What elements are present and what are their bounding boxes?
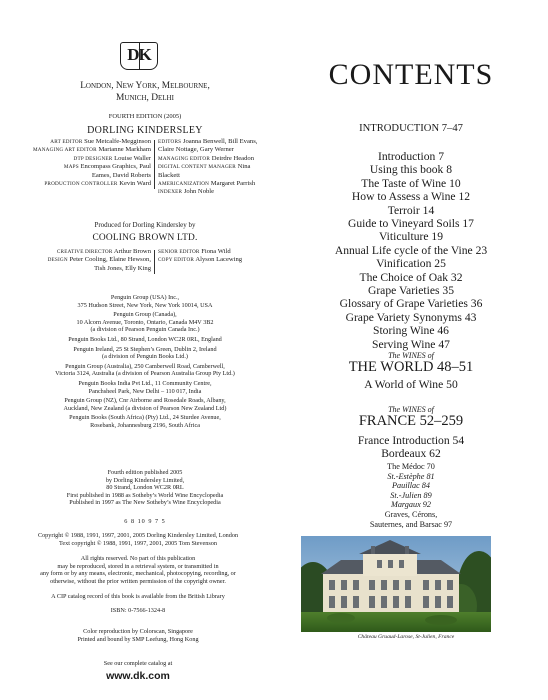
credits-divider-2 (154, 250, 155, 274)
photo-caption: Château Gruaud-Larose, St-Julien, France (357, 634, 455, 640)
intro-heading: INTRODUCTION 7–47 (359, 123, 463, 134)
world-heading: THE WORLD 48–51 (348, 359, 474, 375)
producer-name: COOLING BROWN LTD. (92, 233, 198, 243)
bordeaux-sublist (274, 462, 548, 529)
world-kicker: The WINES of (388, 351, 434, 360)
toc-item[interactable]: Serving Wine 47 (372, 337, 450, 351)
page-title: CONTENTS (328, 58, 494, 91)
edition: FOURTH EDITION (2005) (108, 113, 182, 120)
toc-item[interactable]: Grape Variety Synonyms 43 (345, 310, 477, 324)
website-link[interactable]: www.dk.com (106, 670, 170, 682)
toc-item[interactable]: Guide to Vineyard Soils 17 (348, 217, 474, 231)
cip-notice: A CIP catalog record of this book is available from the British Library (51, 593, 225, 600)
intro-list (274, 150, 548, 351)
france-list (274, 434, 548, 461)
france-kicker: The WINES of (388, 405, 434, 414)
toc-item[interactable]: Introduction 7 (377, 150, 444, 163)
toc-item[interactable]: A World of Wine 50 (364, 378, 458, 391)
print-run: 6 8 10 9 7 5 (124, 518, 166, 525)
toc-item[interactable]: Annual Life cycle of the Vine 23 (334, 243, 488, 257)
toc-subitem[interactable]: Sauternes, and Barsac 97 (369, 519, 453, 529)
publishing-history: Fourth edition published 2005 by Dorling Kindersley Limited, 80 Strand, London WC2R 0RL First published in 1988 as Sotheby’s World Wine Encyclopedia Published in 1997 as The New Sotheby’s Wine Encyclopedia (66, 469, 224, 507)
toc-subitem[interactable]: Pauillac 84 (392, 481, 430, 491)
toc-item[interactable]: France Introduction 54 (357, 434, 465, 447)
toc-subitem[interactable]: Margaux 92 (391, 500, 431, 510)
toc-item[interactable]: Vinification 25 (376, 257, 446, 271)
toc-item[interactable]: Storing Wine 46 (373, 324, 449, 338)
toc-item[interactable]: Using this book 8 (369, 163, 453, 177)
cb-credits-right: SENIOR EDITOR Fiona Wild COPY EDITOR Alyson Lacewing (158, 248, 243, 264)
isbn: ISBN: 0-7566-1324-8 (110, 607, 166, 614)
toc-item[interactable]: The Taste of Wine 10 (361, 176, 461, 190)
catalog-note: See our complete catalog at (103, 660, 173, 667)
cb-credits-left: CREATIVE DIRECTOR Arthur Brown DESIGN Peter Cooling, Elaine Hewson, Tish Jones, Elly King (47, 248, 151, 272)
addresses: Penguin Group (USA) Inc., 375 Hudson Street, New York, New York 10014, USA Penguin Group (Canada), 10 Alcorn Avenue, Toronto, Ontario, Canada M4V 3B2 (a division of Pearson Penguin Canada Inc.) Penguin Books Ltd., 80 Strand, London WC2R 0RL, England Penguin Ireland, 25 St Stephen’s Green, Dublin 2, Ireland (a division of Penguin Books Ltd.) Penguin Group (Australia), 250 Camberwell Road, Camberwell, Victoria 3124, Australia (a division of Pearson Australia Group Pty Ltd.) Penguin Books India Pvt Ltd., 11 Community Centre, Panchsheel Park, New Delhi – 110 017, India Penguin Group (NZ), Cnr Airborne and Rosedale Roads, Albany, Auckland, New Zealand (a division of Pearson New Zealand Ltd) Penguin Books (South Africa) (Pty) Ltd., 24 Sturdee Avenue, Rosebank, Johannesburg 2196, South Africa (55, 294, 235, 429)
dk-credits-left: ART EDITOR Sue Metcalfe-Megginson MANAGING ART EDITOR Marianne Markham DTP DESIGNER Louise Waller MAPS Encompass Graphics, Paul Eames, David Roberts PRODUCTION CONTROLLER Kevin Ward (32, 138, 151, 188)
publisher-name: DORLING KINDERSLEY (87, 125, 203, 136)
toc-item[interactable]: Glossary of Grape Varieties 36 (339, 297, 483, 311)
produced-for: Produced for Dorling Kindersley by (94, 221, 196, 229)
dk-logo: DK (120, 42, 158, 70)
printing-info: Color reproduction by Colorscan, Singapore Printed and bound by SMP Leefung, Hong Kong (77, 628, 199, 643)
copyright-notice: Copyright © 1988, 1991, 1997, 2001, 2005 Dorling Kindersley Limited, London Text copyright © 1988, 1991, 1997, 2001, 2005 Tom Stevenson (37, 532, 239, 547)
toc-subitem[interactable]: The Médoc 70 (387, 462, 435, 471)
toc-item[interactable]: The Choice of Oak 32 (359, 270, 463, 284)
toc-item[interactable]: Bordeaux 62 (381, 447, 441, 461)
toc-subitem[interactable]: Graves, Cérons, (384, 509, 438, 519)
toc-subitem[interactable]: St.-Estèphe 81 (387, 471, 435, 481)
dk-credits-right: EDITORS Joanna Benwell, Bill Evans, Claire Nottage, Gary Werner MANAGING EDITOR Deirdre Headon DIGITAL CONTENT MANAGER Nina Blackett AMERICANIZATION Margaret Parrish INDEXER John Noble (158, 138, 258, 196)
chateau-photo (301, 536, 491, 632)
toc-item[interactable]: Grape Varieties 35 (367, 284, 455, 298)
rights-notice: All rights reserved. No part of this publication may be reproduced, stored in a retrieval system, or transmitted in any form or by any means, electronic, mechanical, photocopying, recording, or otherwise, without the prior written permission of the copyright owner. (40, 555, 236, 585)
toc-item[interactable]: Terroir 14 (387, 203, 435, 217)
toc-item[interactable]: How to Assess a Wine 12 (351, 190, 471, 204)
cities: London, New York, Melbourne, Munich, Delhi (80, 81, 210, 103)
toc-subitem[interactable]: St.-Julien 89 (390, 490, 432, 500)
france-heading: FRANCE 52–259 (358, 413, 464, 429)
toc-item[interactable]: Viticulture 19 (378, 230, 444, 244)
credits-divider (154, 140, 155, 189)
